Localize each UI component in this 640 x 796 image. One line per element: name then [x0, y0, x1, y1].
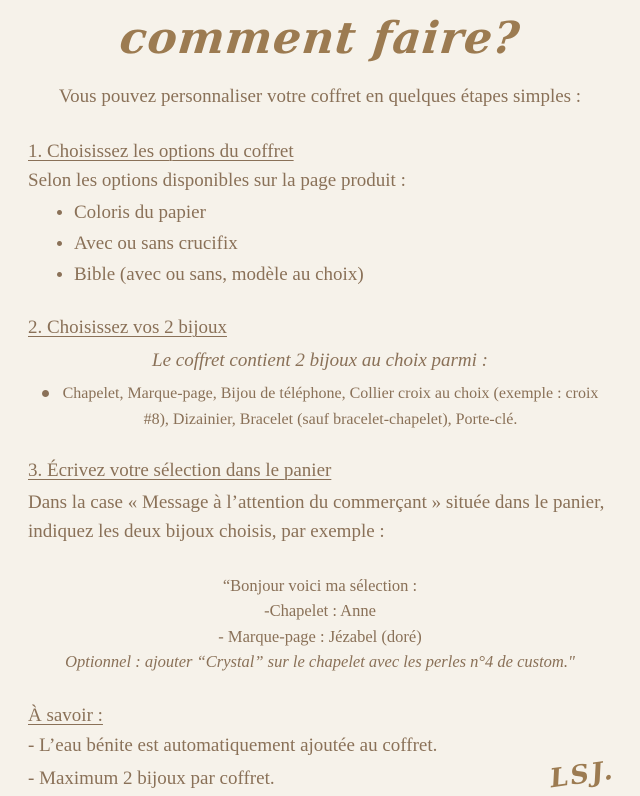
section-cart-heading: 3. Écrivez votre sélection dans le panier — [28, 459, 332, 481]
jewels-choices-text: Chapelet, Marque-page, Bijou de téléphone, Collier croix au choix (exemple : croix #8), Dizainier, Bracelet (sauf bracelet-chapelet), Porte-clé. — [62, 384, 599, 429]
jewels-list-item — [28, 381, 612, 434]
example-message — [28, 573, 612, 675]
options-list — [28, 201, 612, 287]
list-item: • Coloris du papier — [74, 201, 612, 226]
section-jewels — [28, 317, 612, 433]
section-jewels-heading: 2. Choisissez vos 2 bijoux — [28, 317, 227, 339]
note-item: - L’eau bénite est automatiquement ajoutée au coffret. — [28, 734, 438, 756]
note-item: - Maximum 2 bijoux par coffret. — [28, 768, 275, 790]
intro-text: Vous pouvez personnaliser votre coffret en quelques étapes simples : — [58, 86, 582, 108]
section-options-body: Selon les options disponibles sur la page produit : — [28, 169, 406, 191]
example-line: -Chapelet : Anne — [264, 601, 376, 621]
section-jewels-lead: Le coffret contient 2 bijoux au choix parmi : — [152, 350, 488, 372]
bullet-icon — [42, 390, 49, 397]
example-line: “Bonjour voici ma sélection : — [222, 575, 418, 595]
brand-signature: LSJ. — [547, 755, 616, 795]
list-item: • Avec ou sans crucifix — [74, 232, 612, 257]
list-item: • Bible (avec ou sans, modèle au choix) — [74, 263, 612, 288]
example-line-optional: Optionnel : ajouter “Crystal” sur le chapelet avec les perles n°4 de custom." — [65, 652, 575, 672]
section-cart-body: Dans la case « Message à l’attention du commerçant » située dans le panier, indiquez les deux bijoux choisis, par exemple : — [28, 491, 605, 543]
example-line: - Marque-page : Jézabel (doré) — [218, 626, 422, 646]
section-options — [28, 141, 612, 288]
section-options-heading: 1. Choisissez les options du coffret — [28, 140, 294, 162]
section-cart — [28, 460, 612, 547]
notes-heading: À savoir : — [28, 704, 103, 726]
notes-section — [28, 705, 612, 794]
page-title: comment faire? — [117, 13, 523, 64]
